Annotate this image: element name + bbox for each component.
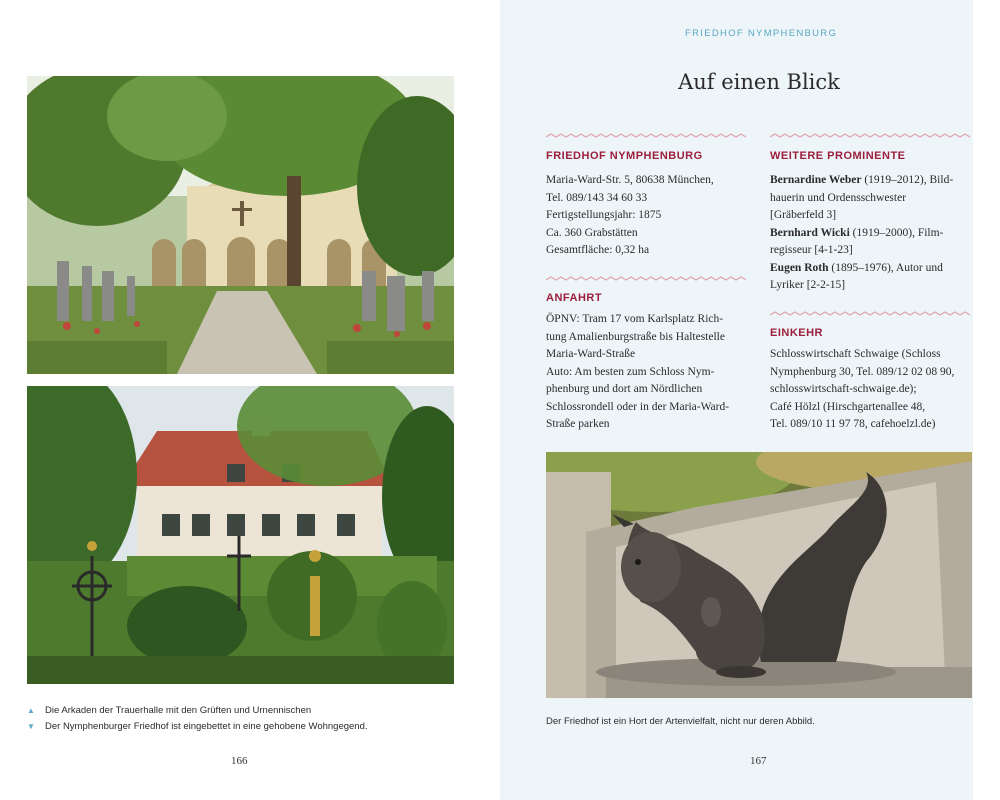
text-line: Tel. 089/143 34 60 33 [546,191,648,204]
caption-top [27,703,368,719]
text-line: Café Hölzl (Hirschgartenallee 48, [770,400,926,413]
text-line: Auto: Am besten zum Schloss Nym- [546,365,715,378]
text-line: hauerin und Ordensschwester [770,191,907,204]
text-line: Schlossrondell oder in der Maria-Ward- [546,400,730,413]
text-line [770,172,953,190]
section-heading-prominente: WEITERE PROMINENTE [770,150,906,162]
text-line: Ca. 360 Grabstätten [546,226,638,239]
text-line: Schlosswirtschaft Schwaige (Schloss [770,348,941,360]
person-info: (1895–1976), Autor und [828,261,943,274]
section-body-einkehr [770,346,954,434]
text-line: Lyriker [2-2-15] [770,279,846,291]
cemetery-arcade-photo [27,76,454,374]
section-body-friedhof [546,172,714,260]
section-heading-anfahrt: ANFAHRT [546,292,603,304]
text-line: schlosswirtschaft-schwaige.de); [770,383,917,395]
text-line [770,260,953,278]
text-line: Tel. 089/10 11 97 78, cafehoelzl.de) [770,418,936,430]
section-heading-friedhof: FRIEDHOF NYMPHENBURG [546,150,703,162]
caption-bottom [27,719,368,735]
text-line: Maria-Ward-Straße [546,348,636,360]
triangle-down-icon: ▼ [27,722,35,731]
section-heading-einkehr: EINKEHR [770,327,824,339]
squirrel-sculpture-photo [546,452,972,698]
text-line: Nymphenburg 30, Tel. 089/12 02 08 90, [770,365,955,378]
text-line: Gesamtfläche: 0,32 ha [546,244,650,256]
text-line: [Gräberfeld 3] [770,209,837,221]
text-line: Fertigstellungsjahr: 1875 [546,209,662,221]
section-body-prominente [770,172,953,295]
zigzag-divider [770,133,970,141]
section-body-anfahrt [546,311,729,434]
person-name: Eugen Roth [770,261,829,274]
caption-text: Die Arkaden der Trauerhalle mit den Grüften und Urnennischen [45,705,312,716]
person-info: (1919–2000), Film- [849,226,944,239]
residential-villa-photo [27,386,454,684]
text-line: regisseur [4-1-23] [770,244,853,256]
zigzag-divider [546,133,746,141]
running-head: FRIEDHOF NYMPHENBURG [685,28,838,39]
text-line: Maria-Ward-Str. 5, 80638 München, [546,174,714,186]
triangle-up-icon: ▲ [27,706,35,715]
zigzag-divider [546,276,746,284]
text-line [770,225,953,243]
left-captions [27,703,368,735]
text-line: phenburg und dort am Nördlichen [546,383,703,395]
caption-text: Der Nymphenburger Friedhof ist eingebettet in eine gehobene Wohngegend. [45,721,368,732]
person-info: (1919–2012), Bild- [861,174,954,186]
zigzag-divider [770,311,970,319]
text-line: tung Amalienburgstraße bis Haltestelle [546,330,725,343]
page-number-left: 166 [231,755,248,767]
page-number-right: 167 [750,755,767,767]
photo-caption-right: Der Friedhof ist ein Hort der Artenvielfalt, nicht nur deren Abbild. [546,716,815,727]
page-title: Auf einen Blick [678,70,840,94]
person-name: Bernhard Wicki [770,226,850,239]
text-line: ÖPNV: Tram 17 vom Karlsplatz Rich- [546,313,724,325]
text-line: Straße parken [546,418,610,430]
person-name: Bernardine Weber [770,174,862,186]
